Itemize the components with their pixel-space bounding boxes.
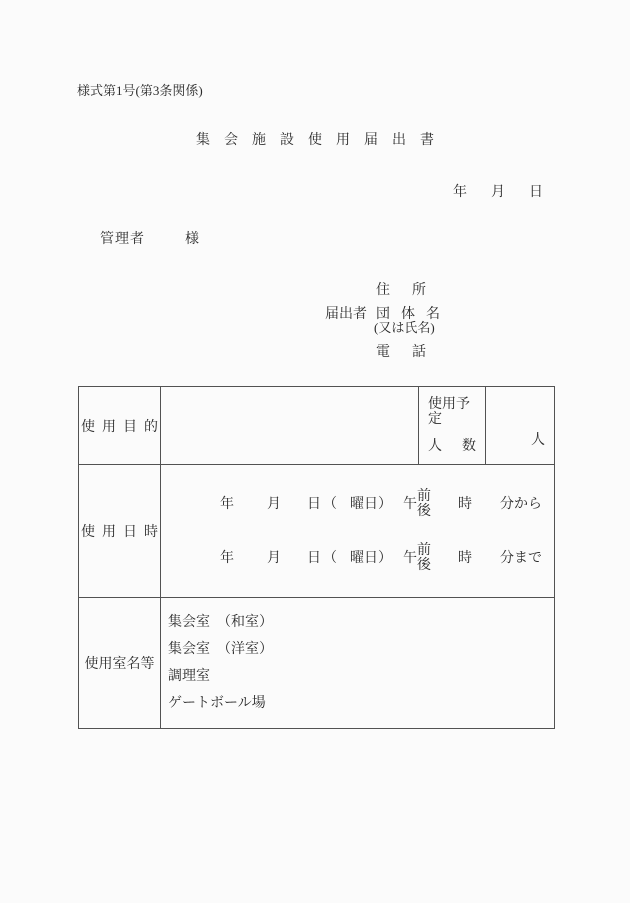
capacity-label-line2-left: 人 [428, 439, 442, 454]
dt-am-label: 前 [417, 489, 431, 504]
dt-day-label: 日 [307, 496, 321, 512]
dt-month-label: 月 [267, 496, 281, 512]
honorific-label: 様 [185, 232, 199, 247]
dt-minute-suffix: 分まで [500, 550, 542, 566]
dt-year-label: 年 [220, 496, 234, 512]
group-name-label: 団体名 [376, 307, 451, 322]
phone-label: 電話 [376, 345, 448, 360]
date-day-label: 日 [529, 185, 543, 200]
dt-ampm-group [403, 489, 431, 519]
datetime-line-end [161, 543, 554, 573]
dt-weekday-label: 曜日） [350, 550, 392, 566]
dt-open-paren: （ [323, 550, 337, 566]
dt-day-label: 日 [307, 550, 321, 566]
document-title: 集 会 施 設 使 用 届 出 書 [196, 133, 434, 148]
purpose-label-cell [79, 387, 165, 464]
address-label: 住所 [376, 283, 448, 298]
purpose-input-area [161, 387, 419, 464]
dt-noon-label: 午 [403, 550, 417, 566]
dt-pm-label: 後 [417, 558, 431, 573]
dt-minute-suffix: 分から [500, 496, 542, 512]
capacity-label-line2 [428, 439, 476, 454]
purpose-row [79, 387, 554, 465]
declarant-label: 届出者 [325, 307, 367, 322]
dt-am-label: 前 [417, 543, 431, 558]
capacity-unit-label: 人 [531, 433, 545, 448]
room-item: ゲートボール場 [168, 696, 266, 711]
dt-pm-label: 後 [417, 504, 431, 519]
dt-ampm-stack [417, 489, 431, 519]
addressee-line [100, 228, 199, 248]
date-year-label: 年 [453, 185, 467, 200]
datetime-input-area [161, 465, 554, 597]
date-line [453, 181, 543, 201]
dt-month-label: 月 [267, 550, 281, 566]
room-item: 調理室 [168, 669, 210, 684]
datetime-row [79, 465, 554, 598]
rooms-label: 使用室名等 [84, 657, 155, 672]
dt-open-paren: （ [323, 496, 337, 512]
capacity-label-line1: 使用予定 [428, 397, 470, 427]
dt-noon-label: 午 [403, 496, 417, 512]
group-name-alt-label: (又は氏名) [374, 320, 435, 335]
application-table [78, 386, 555, 729]
datetime-label: 使用日時 [81, 525, 165, 540]
datetime-label-cell [79, 465, 165, 597]
datetime-line-start [161, 489, 554, 519]
dt-ampm-stack [417, 543, 431, 573]
rooms-list [161, 598, 554, 728]
dt-hour-label: 時 [458, 550, 472, 566]
purpose-label: 使用目的 [81, 419, 165, 435]
capacity-unit-cell [486, 387, 554, 464]
dt-year-label: 年 [220, 550, 234, 566]
rooms-label-cell [79, 598, 161, 728]
dt-weekday-label: 曜日） [350, 496, 392, 512]
capacity-header-cell [419, 387, 486, 464]
room-item: 集会室 （洋室） [168, 642, 273, 657]
dt-hour-label: 時 [458, 496, 472, 512]
form-number: 様式第1号(第3条関係) [77, 83, 203, 98]
dt-ampm-group [403, 543, 431, 573]
manager-label: 管理者 [100, 232, 145, 247]
capacity-label-line2-right: 数 [462, 439, 476, 454]
rooms-row [79, 598, 554, 728]
date-month-label: 月 [491, 185, 505, 200]
room-item: 集会室 （和室） [168, 615, 273, 630]
